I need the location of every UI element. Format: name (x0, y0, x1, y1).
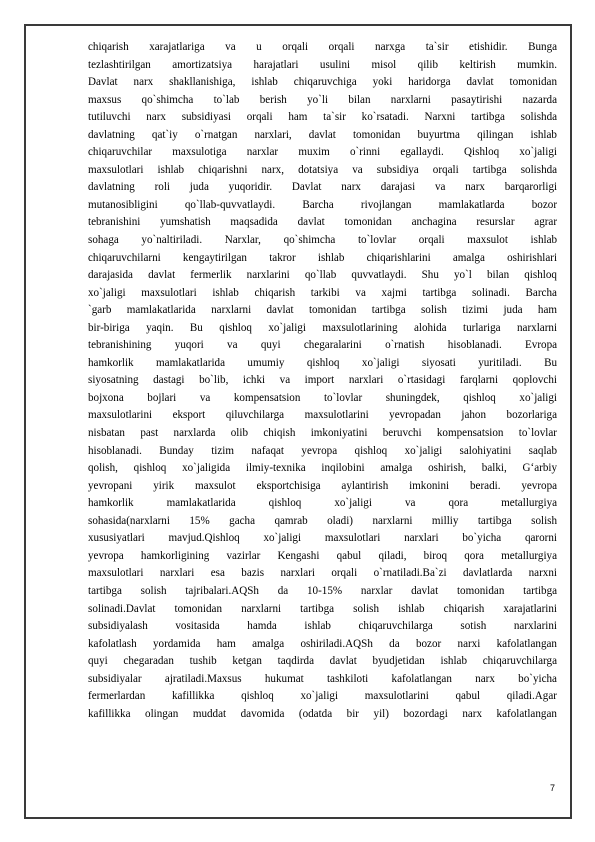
text-line: hamkorlik mamlakatlarida umumiy qishloq xo`jaligi siyosati yuritiladi. Bu (88, 356, 557, 369)
text-line: yevropani yirik maxsulot eksportchisiga aylantirish imkonini beradi. yevropa (88, 479, 557, 492)
text-line: bir-biriga yaqin. Bu qishloq xo`jaligi maxsulotlarining alohida turlariga narxlarni (88, 321, 557, 334)
text-line: fermerlardan kafillikka qishloq xo`jaligi maxsulotlarini qabul qiladi.Agar (88, 690, 557, 703)
text-line: subsidiyalash vositasida hamda ishlab chiqaruvchilarga sotish narxlarini (88, 620, 557, 633)
text-line: maxsulotlarini eksport qiluvchilarga maxsulotlarini yevropadan jahon bozorlariga (88, 409, 557, 422)
text-line: kafillikka olingan muddat davomida (odatda bir yil) bozordagi narx kafolatlangan (88, 707, 557, 720)
text-line: bojxona bojlari va kompensatsion to`lovlar shuningdek, qishloq xo`jaligi (88, 391, 557, 404)
text-line: hamkorlik mamlakatlarida qishloq xo`jaligi va qora metallurgiya (88, 497, 557, 510)
text-line: tebranishining yuqori va quyi chegaralarini o`rnatish hisoblanadi. Evropa (88, 339, 557, 352)
text-line: davlatning qat`iy o`rnatgan narxlari, davlat tomonidan buyurtma qilingan ishlab (88, 128, 557, 141)
text-line: tezlashtirilgan amortizatsiya harajatlari usulini misol qilib keltirish mumkin. (88, 58, 557, 71)
text-line: sohaga yo`naltiriladi. Narxlar, qo`shimcha to`lovlar orqali maxsulot ishlab (88, 234, 557, 247)
text-line: tebranishini yumshatish maqsadida davlat tomonidan anchagina resurslar agrar (88, 216, 557, 229)
text-line: chiqaruvchilar maxsulotiga narxlar muxim o`rinni egallaydi. Qishloq xo`jaligi (88, 146, 557, 159)
text-line: qolish, qishloq xo`jaligida ilmiy-texnika inqilobini amalga oshirish, balki, G‘arbiy (88, 462, 557, 475)
text-line: siyosatning dastagi bo`lib, ichki va import narxlari o`rtasidagi farqlarni qoplovchi (88, 374, 557, 387)
text-line: yevropa hamkorligining vazirlar Kengashi qabul qiladi, biroq qora metallurgiya (88, 549, 557, 562)
text-line: maxsulotlari ishlab chiqarishni narx, dotatsiya va subsidiya orqali tartibga solishda (88, 163, 557, 176)
text-line: chiqaruvchilarni kengaytirilgan takror ishlab chiqarishlarini amalga oshirishlari (88, 251, 557, 264)
text-line: mutanosibligini qo`llab-quvvatlaydi. Barcha rivojlangan mamlakatlarda bozor (88, 198, 557, 211)
text-line: solinadi.Davlat tomonidan narxlarni tartibga solish ishlab chiqarish xarajatlarini (88, 602, 557, 615)
text-line: kafolatlash yordamida ham amalga oshiriladi.AQSh da bozor narxi kafolatlangan (88, 637, 557, 650)
text-line: xususiyatlari mavjud.Qishloq xo`jaligi maxsulotlari narxlari bo`yicha qarorni (88, 532, 557, 545)
text-line: sohasida(narxlarni 15% gacha qamrab oladi) narxlarni milliy tartibga solish (88, 514, 557, 527)
text-line: nisbatan past narxlarda olib chiqish imkoniyatini beruvchi kompensatsion to`lovlar (88, 427, 557, 440)
text-line: quyi chegaradan tushib ketgan taqdirda davlat byudjetidan ishlab chiqaruvchilarga (88, 655, 557, 668)
text-line: xo`jaligi maxsulotlari ishlab chiqarish tarkibi va xajmi tartibga solinadi. Barcha (88, 286, 557, 299)
text-line: subsidiyalar ajratiladi.Maxsus hukumat tashkiloti kafolatlangan narx bo`yicha (88, 672, 557, 685)
text-line: `garb mamlakatlarida narxlarni davlat tomonidan tartibga solish tizimi juda ham (88, 304, 557, 317)
text-line: tartibga solish tajribalari.AQSh da 10-15% narxlar davlat tomonidan tartibga (88, 584, 557, 597)
text-line: tutiluvchi narx subsidiyasi orqali ham ta`sir ko`rsatadi. Narxni tartibga solishda (88, 111, 557, 124)
body-paragraph (88, 39, 557, 723)
text-line: maxsulotlari narxlari esa bazis narxlari orqali o`rnatiladi.Ba`zi davlatlarda narxni (88, 567, 557, 580)
text-line: darajasida davlat fermerlik narxlarini qo`llab quvvatlaydi. Shu yo`l bilan qishloq (88, 269, 557, 282)
text-line: Davlat narx shakllanishiga, ishlab chiqaruvchiga yoki haridorga davlat tomonidan (88, 76, 557, 89)
text-line: chiqarish xarajatlariga va u orqali orqali narxga ta`sir etishidir. Bunga (88, 41, 557, 53)
text-line: davlatning roli juda yuqoridir. Davlat narx darajasi va narx barqarorligi (88, 181, 557, 194)
page-number: 7 (549, 783, 555, 793)
text-line: hisoblanadi. Bunday tizim nafaqat yevropa qishloq xo`jaligi salohiyatini saqlab (88, 444, 557, 457)
text-line: maxsus qo`shimcha to`lab berish yo`li bilan narxlarni pasaytirishi nazarda (88, 93, 557, 106)
